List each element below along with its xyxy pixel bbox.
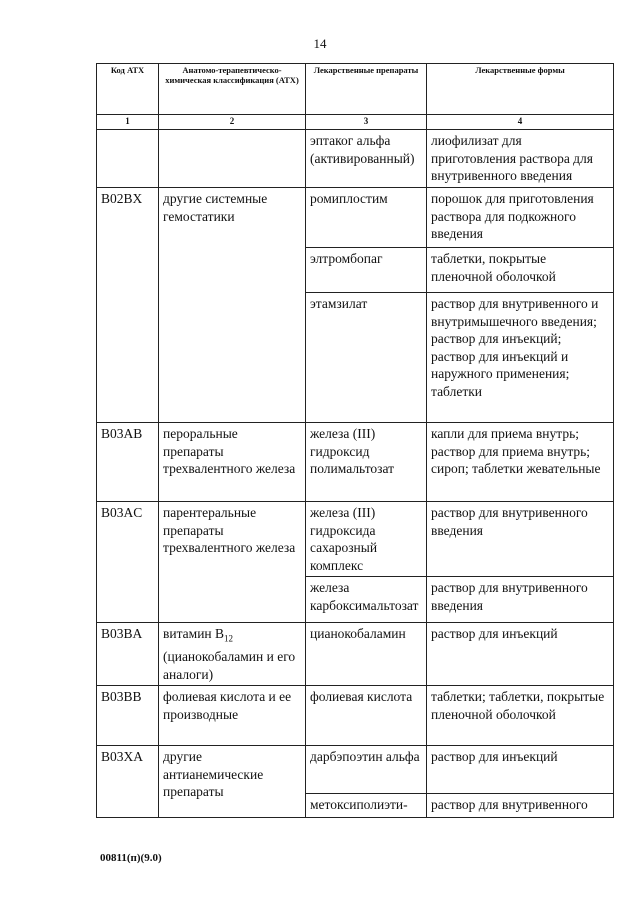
- table-row: [97, 623, 614, 686]
- drug-cell: фолиевая кислота: [306, 686, 427, 746]
- form-cell: раствор для внутривенного введения: [427, 577, 614, 623]
- table-row: [97, 423, 614, 502]
- form-cell: таблетки, покрытые пленочной оболочкой: [427, 248, 614, 293]
- atc-class-cell: парентеральные препараты трехвалентного железа: [159, 502, 306, 623]
- table-row: [97, 746, 614, 794]
- column-number: 4: [427, 115, 614, 130]
- atc-code-cell: [97, 130, 159, 188]
- header-row: [97, 64, 614, 115]
- form-cell: раствор для внутривенного и внутримышечного введения; раствор для инъекций; раствор для инъекций и наружного применения; таблетки: [427, 293, 614, 423]
- drug-cell: железа карбоксимальтозат: [306, 577, 427, 623]
- atc-code-cell: B03BB: [97, 686, 159, 746]
- drug-cell: железа (III) гидроксида сахарозный комплекс: [306, 502, 427, 577]
- column-number: 3: [306, 115, 427, 130]
- atc-code-cell: B03AB: [97, 423, 159, 502]
- form-cell: раствор для инъекций: [427, 746, 614, 794]
- atc-class-cell: [159, 623, 306, 686]
- table-row: [97, 188, 614, 248]
- table-row: [97, 686, 614, 746]
- table-row: [97, 130, 614, 188]
- atc-code-cell: B02BX: [97, 188, 159, 423]
- document-code: 00811(п)(9.0): [100, 852, 162, 864]
- atc-class-cell: [159, 130, 306, 188]
- form-cell: раствор для внутривенного: [427, 794, 614, 818]
- drug-cell: железа (III) гидроксид полимальтозат: [306, 423, 427, 502]
- class-text: витамин B: [163, 626, 225, 641]
- form-cell: таблетки; таблетки, покрытые пленочной оболочкой: [427, 686, 614, 746]
- column-number-row: [97, 115, 614, 130]
- page-number: 14: [313, 36, 327, 51]
- header-drugs: Лекарственные препараты: [306, 64, 427, 115]
- atc-code-cell: B03XA: [97, 746, 159, 818]
- drug-cell: эптаког альфа (активированный): [306, 130, 427, 188]
- drug-cell: элтромбопаг: [306, 248, 427, 293]
- drug-cell: цианокобаламин: [306, 623, 427, 686]
- subscript-12: 12: [224, 633, 234, 644]
- drug-cell: дарбэпоэтин альфа: [306, 746, 427, 794]
- atc-class-cell: пероральные препараты трехвалентного железа: [159, 423, 306, 502]
- atc-code-cell: B03BA: [97, 623, 159, 686]
- atc-code-cell: B03AC: [97, 502, 159, 623]
- form-cell: капли для приема внутрь; раствор для приема внутрь; сироп; таблетки жевательные: [427, 423, 614, 502]
- table-row: [97, 502, 614, 577]
- header-atc-code: Код АТХ: [97, 64, 159, 115]
- drug-cell: ромиплостим: [306, 188, 427, 248]
- header-atc-classification: Анатомо-терапевтическо-химическая классификация (АТХ): [159, 64, 306, 115]
- form-cell: порошок для приготовления раствора для подкожного введения: [427, 188, 614, 248]
- atc-table: [96, 63, 614, 818]
- drug-cell: метоксиполиэти-: [306, 794, 427, 818]
- form-cell: раствор для внутривенного введения: [427, 502, 614, 577]
- atc-class-cell: другие системные гемостатики: [159, 188, 306, 423]
- form-cell: раствор для инъекций: [427, 623, 614, 686]
- form-cell: лиофилизат для приготовления раствора для внутривенного введения: [427, 130, 614, 188]
- column-number: 1: [97, 115, 159, 130]
- drug-cell: этамзилат: [306, 293, 427, 423]
- header-dosage-forms: Лекарственные формы: [427, 64, 614, 115]
- column-number: 2: [159, 115, 306, 130]
- class-text: (цианокобаламин и его аналоги): [163, 649, 296, 682]
- atc-class-cell: другие антианемические препараты: [159, 746, 306, 818]
- atc-class-cell: фолиевая кислота и ее производные: [159, 686, 306, 746]
